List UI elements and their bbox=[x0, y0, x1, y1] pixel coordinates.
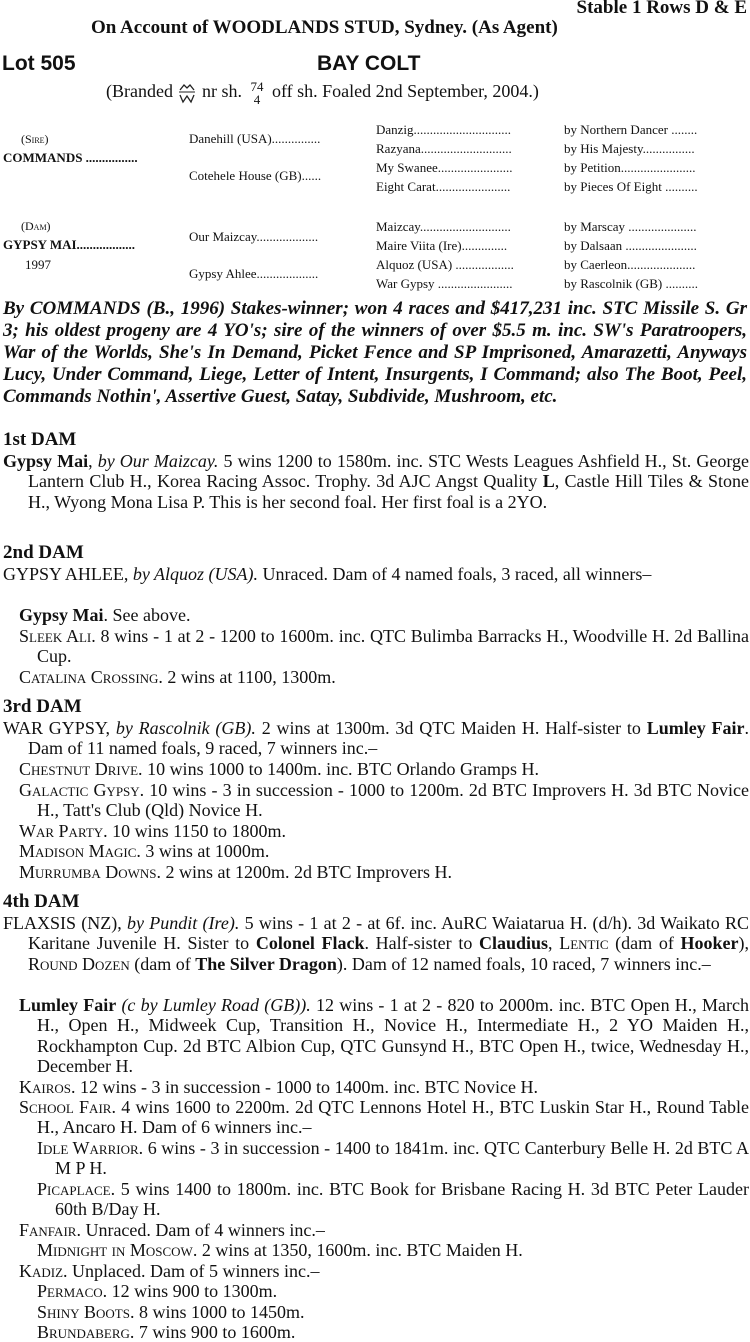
progeny-record: 2 wins at 1350, 1600m. inc. BTC Maiden H. bbox=[197, 1240, 523, 1260]
progeny-entry bbox=[19, 626, 749, 667]
dam-sire-by: by Alquoz (USA). bbox=[132, 564, 258, 584]
race-record: (dam of bbox=[608, 933, 681, 954]
progeny-entry bbox=[19, 995, 749, 1077]
grand-progeny-entry bbox=[37, 1322, 749, 1342]
progeny-record: 12 wins - 1 at 2 - 820 to 2000m. inc. BTC Open H., March H., Open H., Midweek Cup, Transition H., Novice H., Intermediate H., 2 YO Maiden H., Rockhampton Cup. 2d BTC Albion Cup, QTC Gunsynd H., BTC Open H., twice, Wednesday H., December H. bbox=[37, 995, 749, 1077]
vendor-account: On Account of WOODLANDS STUD, Sydney. (As Agent) bbox=[91, 17, 558, 38]
race-record: ), bbox=[738, 933, 750, 954]
progeny-name: Permaco. bbox=[37, 1281, 108, 1301]
progeny-entry bbox=[19, 841, 749, 861]
progeny-record: 3 wins at 1000m. bbox=[140, 841, 270, 861]
race-record: ). Dam of 12 named foals, 10 raced, 7 winners inc.– bbox=[336, 953, 711, 974]
progeny-entry bbox=[19, 862, 749, 882]
pedigree-by: by Caerleon..................... bbox=[564, 257, 696, 272]
first-dam-text: Gypsy Mai, by Our Maizcay. 5 wins 1200 to 1580m. inc. STC Wests Leagues Ashfield H., St. George Lantern Club H., Korea Racing Assoc. Trophy. 3d AJC Angst Quality L, Castle Hill Tiles & Stone H., Wyong Mona Lisa P. This is her second foal. Her first foal is a 2YO. bbox=[3, 451, 749, 512]
pedigree-gg: War Gypsy ....................... bbox=[376, 276, 513, 291]
race-record: (dam of bbox=[129, 953, 196, 974]
progeny-name: Shiny Boots. bbox=[37, 1302, 135, 1322]
progeny-name: Fanfair. bbox=[19, 1220, 81, 1240]
sire-name: COMMANDS ................ bbox=[3, 150, 138, 165]
fourth-dam-text bbox=[3, 913, 749, 974]
pedigree-gg: Eight Carat....................... bbox=[376, 179, 511, 194]
pedigree-gg: Maizcay............................ bbox=[376, 219, 511, 234]
progeny-entry bbox=[19, 1077, 749, 1097]
related-horse: Lentic bbox=[559, 933, 609, 954]
pedigree-gg: Alquoz (USA) .................. bbox=[376, 257, 514, 272]
pedigree-gg: Razyana............................ bbox=[376, 141, 512, 156]
progeny-record: 7 wins 900 to 1600m. bbox=[134, 1322, 296, 1342]
lot-description: BAY COLT bbox=[317, 52, 421, 75]
dam-name: GYPSY AHLEE, bbox=[3, 564, 129, 584]
fourth-dam-heading: 4th DAM bbox=[3, 891, 80, 912]
sire-label: (Sire) bbox=[21, 132, 49, 146]
progeny-sire-by: (c by Lumley Road (GB)). bbox=[116, 995, 311, 1015]
progeny-record: 12 wins - 3 in succession - 1000 to 1400m. inc. BTC Novice H. bbox=[75, 1077, 538, 1097]
second-dam-text bbox=[3, 564, 749, 584]
related-horse: Claudius bbox=[479, 933, 549, 954]
progeny-name: Murrumba Downs. bbox=[19, 862, 162, 882]
sire-sire: Danehill (USA)............... bbox=[189, 131, 321, 146]
progeny-record: 8 wins - 1 at 2 - 1200 to 1600m. inc. QTC Bulimba Barracks H., Woodville H. 2d Ballina Cup. bbox=[37, 626, 749, 667]
brand-mark-icon bbox=[177, 82, 197, 104]
sire-summary: By COMMANDS (B., 1996) Stakes-winner; won 4 races and $417,231 inc. STC Missile S. Gr 3; his oldest progeny are 4 YO's; sire of the winners of over $5.5 m. inc. SW's Paratroopers, War of the Worlds, She's In Demand, Picket Fence and SP Imprisoned, Amarazetti, Anyways Lucy, Under Command, Liege, Letter of Intent, Insurgents, I Command; also The Boot, Peel, Commands Nothin', Assertive Guest, Satay, Subdivide, Mushroom, etc. bbox=[3, 298, 747, 407]
race-record: 5 wins 1200 to 1580m. inc. STC Wests Leagues Ashfield H., St. George Lantern Club H., Korea Racing Assoc. Trophy. 3d AJC Angst Quality bbox=[28, 451, 749, 492]
dam-label: (Dam) bbox=[21, 219, 51, 233]
brand-foaled: off sh. Foaled 2nd September, 2004.) bbox=[271, 81, 539, 102]
dam-name: GYPSY MAI.................. bbox=[3, 237, 136, 252]
progeny-name: Brundaberg. bbox=[37, 1322, 135, 1342]
progeny-record: Unplaced. Dam of 5 winners inc.– bbox=[67, 1261, 320, 1281]
progeny-record: 6 wins - 3 in succession - 1400 to 1841m. inc. QTC Canterbury Belle H. 2d BTC A M P H. bbox=[55, 1138, 750, 1179]
progeny-record: 2 wins at 1100, 1300m. bbox=[162, 667, 336, 687]
progeny-record: . See above. bbox=[103, 605, 191, 625]
race-record: , Castle Hill Tiles & Stone H., Wyong Mona Lisa P. This is her second foal. Her first foal is a 2YO. bbox=[28, 471, 749, 512]
grand-progeny-entry bbox=[37, 1240, 749, 1260]
race-record: , bbox=[548, 933, 560, 954]
progeny-record: 10 wins - 3 in succession - 1000 to 1200m. 2d BTC Improvers H. 3d BTC Novice H., Tatt's Club (Qld) Novice H. bbox=[37, 780, 749, 821]
related-horse: Lumley Fair bbox=[646, 718, 745, 738]
progeny-entry bbox=[19, 821, 749, 841]
dam-sire-by: by Our Maizcay. bbox=[97, 451, 219, 471]
progeny-record: 2 wins at 1200m. 2d BTC Improvers H. bbox=[161, 862, 453, 882]
related-horse: The Silver Dragon bbox=[195, 953, 337, 974]
race-record: 2 wins at 1300m. 3d QTC Maiden H. Half-sister to bbox=[255, 718, 647, 738]
related-horse: Colonel Flack bbox=[255, 933, 365, 954]
pedigree-gg: My Swanee....................... bbox=[376, 160, 513, 175]
progeny-name: School Fair. bbox=[19, 1097, 116, 1117]
grand-progeny-entry bbox=[37, 1179, 749, 1220]
race-record: Unraced. Dam of 4 named foals, 3 raced, all winners– bbox=[258, 564, 652, 584]
progeny-entry bbox=[19, 605, 749, 625]
third-dam-text bbox=[3, 718, 749, 759]
brand-frac-top: 74 bbox=[250, 79, 264, 94]
brand-frac-bottom: 4 bbox=[253, 92, 261, 107]
dam-name: Gypsy Mai bbox=[3, 451, 89, 471]
dam-sire-by: by Pundit (Ire). bbox=[127, 913, 240, 933]
progeny-entry bbox=[19, 1097, 749, 1138]
progeny-name: Lumley Fair bbox=[19, 995, 117, 1015]
stable-location: Stable 1 Rows D & E bbox=[576, 0, 747, 18]
pedigree-by: by Petition....................... bbox=[564, 160, 696, 175]
progeny-name: Catalina Crossing. bbox=[19, 667, 163, 687]
brand-open: (Branded bbox=[106, 81, 173, 102]
race-record: . Half-sister to bbox=[364, 933, 479, 954]
progeny-entry bbox=[19, 759, 749, 779]
dam-year: 1997 bbox=[25, 257, 51, 272]
pedigree-by: by His Majesty................ bbox=[564, 141, 695, 156]
progeny-name: War Party. bbox=[19, 821, 108, 841]
progeny-entry bbox=[19, 667, 749, 687]
progeny-name: Chestnut Drive. bbox=[19, 759, 143, 779]
progeny-name: Idle Warrior. bbox=[37, 1138, 144, 1158]
race-record: 5 wins - 1 at 2 - at 6f. inc. AuRC Waiatarua H. (d/h). 3d Waikato RC Karitane Juvenile H. Sister to bbox=[28, 913, 750, 954]
progeny-name: Galactic Gypsy. bbox=[19, 780, 145, 800]
listed-badge: L bbox=[542, 471, 555, 492]
progeny-record: 8 wins 1000 to 1450m. bbox=[134, 1302, 305, 1322]
progeny-name: Picaplace. bbox=[37, 1179, 116, 1199]
lot-number: Lot 505 bbox=[2, 52, 76, 75]
pedigree-by: by Dalsaan ...................... bbox=[564, 238, 697, 253]
progeny-name: Midnight in Moscow. bbox=[37, 1240, 198, 1260]
third-dam-heading: 3rd DAM bbox=[3, 696, 82, 717]
first-dam-heading: 1st DAM bbox=[3, 429, 77, 450]
progeny-entry bbox=[19, 1261, 749, 1281]
progeny-name: Gypsy Mai bbox=[19, 605, 104, 625]
dam-name: FLAXSIS (NZ), bbox=[3, 913, 122, 933]
brand-fraction bbox=[250, 80, 263, 106]
dam-sire: Our Maizcay................... bbox=[189, 229, 319, 244]
dam-name: WAR GYPSY, bbox=[3, 718, 111, 738]
progeny-entry bbox=[19, 1220, 749, 1240]
pedigree-by: by Pieces Of Eight .......... bbox=[564, 179, 698, 194]
pedigree-gg: Maire Viita (Ire).............. bbox=[376, 238, 508, 253]
progeny-record: 10 wins 1150 to 1800m. bbox=[107, 821, 287, 841]
dam-dam: Gypsy Ahlee................... bbox=[189, 266, 319, 281]
related-horse: Hooker bbox=[680, 933, 739, 954]
pedigree-gg: Danzig.............................. bbox=[376, 122, 512, 137]
grand-progeny-entry bbox=[37, 1302, 749, 1322]
pedigree-by: by Marscay ..................... bbox=[564, 219, 697, 234]
race-record: . Dam of 11 named foals, 9 raced, 7 winners inc.– bbox=[28, 718, 750, 759]
progeny-name: Madison Magic. bbox=[19, 841, 141, 861]
sire-dam: Cotehele House (GB)...... bbox=[189, 168, 322, 183]
related-horse: Round Dozen bbox=[28, 953, 130, 974]
progeny-name: Kairos. bbox=[19, 1077, 76, 1097]
progeny-record: 4 wins 1600 to 2200m. 2d QTC Lennons Hotel H., BTC Luskin Star H., Round Table H., Ancaro H. Dam of 6 winners inc.– bbox=[37, 1097, 750, 1138]
progeny-name: Kadiz. bbox=[19, 1261, 68, 1281]
dam-sire-by: by Rascolnik (GB). bbox=[115, 718, 256, 738]
progeny-name: Sleek Ali. bbox=[19, 626, 96, 646]
progeny-record: 5 wins 1400 to 1800m. inc. BTC Book for Brisbane Racing H. 3d BTC Peter Lauder 60th B/Day H. bbox=[55, 1179, 749, 1220]
progeny-record: Unraced. Dam of 4 winners inc.– bbox=[80, 1220, 325, 1240]
pedigree-by: by Northern Dancer ........ bbox=[564, 122, 698, 137]
brand-near-shoulder: nr sh. bbox=[201, 81, 242, 102]
grand-progeny-entry bbox=[37, 1281, 749, 1301]
brand-line bbox=[106, 80, 539, 106]
progeny-entry bbox=[19, 780, 749, 821]
grand-progeny-entry bbox=[37, 1138, 749, 1179]
progeny-record: 12 wins 900 to 1300m. bbox=[107, 1281, 278, 1301]
progeny-record: 10 wins 1000 to 1400m. inc. BTC Orlando Gramps H. bbox=[142, 759, 540, 779]
second-dam-heading: 2nd DAM bbox=[3, 542, 84, 563]
pedigree-by: by Rascolnik (GB) .......... bbox=[564, 276, 698, 291]
